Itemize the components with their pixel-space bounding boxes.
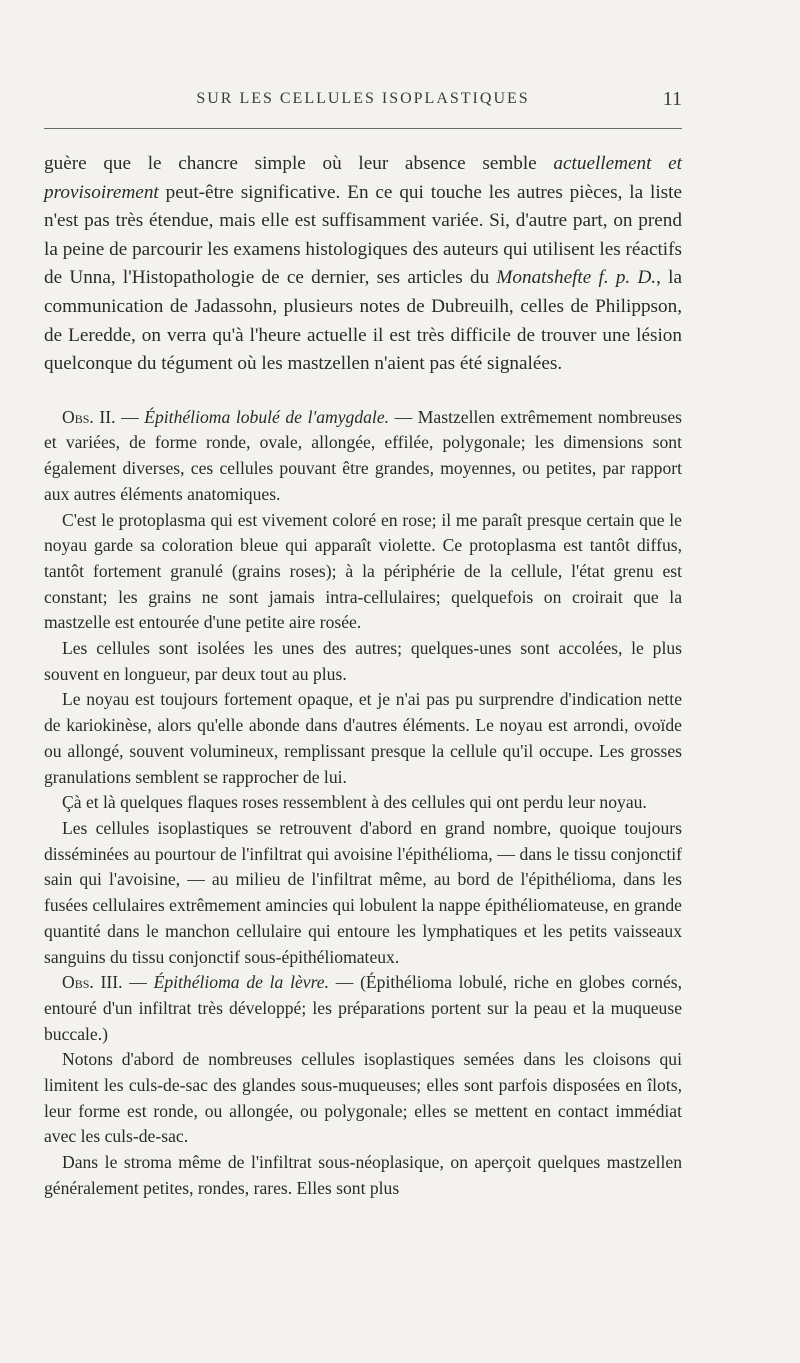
observation-title: Épithélioma de la lèvre. [153, 972, 329, 993]
paragraph-stroma: Dans le stroma même de l'infiltrat sous-néoplasique, on aperçoit quelques mastzellen généralement petites, rondes, rares. Elles sont plus [44, 1152, 682, 1198]
running-title: SUR LES CELLULES ISOPLASTIQUES [196, 90, 530, 107]
observation-3 [44, 970, 682, 1047]
paragraph-intro [44, 150, 682, 379]
observation-text: — Mastzellen extrêmement nombreuses et variées, de forme ronde, ovale, allongée, effilée, polygonale; les dimensions sont également diverses, ces cellules pouvant être grandes, moyennes, ou petites, par rapport aux autres éléments anatomiques. [44, 406, 683, 504]
observation-title: Épithélioma lobulé de l'amygdale. [144, 406, 390, 427]
header-rule [44, 128, 682, 129]
paragraph-flaques: Çà et là quelques flaques roses ressemblent à des cellules qui ont perdu leur noyau. [62, 792, 647, 813]
observation-2 [44, 405, 682, 508]
page-header [44, 90, 682, 120]
observation-label: Obs. III. [62, 972, 123, 993]
text-span: guère que le chancre simple où leur absence semble [44, 153, 554, 174]
page-number: 11 [662, 88, 682, 110]
observation-text: — (Épithélioma lobulé, riche en globes cornés, entouré d'un infiltrat très développé; les préparations portent sur la peau et la muqueuse buccale.) [44, 972, 682, 1044]
paragraph-noyau: Le noyau est toujours fortement opaque, et je n'ai pas pu surprendre d'indication nette de kariokinèse, alors qu'elle abonde dans d'autres éléments. Le noyau est arrondi, ovoïde ou allongé, souvent volumineux, remplissant presque la cellule qu'il occupe. Les grosses granulations semblent se rapprocher de lui. [44, 689, 682, 787]
text-span: , la communication de Jadassohn, plusieurs notes de Dubreuilh, celles de Philippson, de Leredde, on verra qu'à l'heure actuelle il est très difficile de trouver une lésion quelconque du tégument où les mastzellen n'aient pas été signalées. [44, 267, 682, 375]
italic-emphasis: actuellement et provisoirement [44, 153, 683, 203]
journal-title: Monatshefte f. p. D. [496, 267, 657, 289]
paragraph-notons: Notons d'abord de nombreuses cellules isoplastiques semées dans les cloisons qui limitent les culs-de-sac des glandes sous-muqueuses; elles sont parfois disposées en îlots, leur forme est ronde, ou allongée, ou polygonale; elles se mettent en contact immédiat avec les culs-de-sac. [44, 1049, 682, 1147]
text-span: peut-être significative. En ce qui touche les autres pièces, la liste n'est pas très étendue, mais elle est suffisamment variée. Si, d'autre part, on prend la peine de parcourir les examens histologiques des auteurs qui utilisent les réactifs de Unna, l'Histopathologie de ce dernier, ses articles du [44, 181, 682, 289]
dash: — [122, 972, 154, 993]
section-gap [44, 379, 682, 405]
body-text [44, 150, 682, 1202]
paragraph-cellules-isolees: Les cellules sont isolées les unes des autres; quelques-unes sont accolées, le plus souvent en longueur, par deux tout au plus. [44, 638, 682, 684]
paragraph-isoplastiques: Les cellules isoplastiques se retrouvent d'abord en grand nombre, quoique toujours disséminées au pourtour de l'infiltrat qui avoisine l'épithélioma, — dans le tissu conjonctif sain qui l'avoisine, — au milieu de l'infiltrat même, au bord de l'épithélioma, dans les fusées cellulaires extrêmement amincies qui lobulent la nappe épithéliomateuse, en grande quantité dans le manchon cellulaire qui entoure les lymphatiques et les petits vaisseaux sanguins du tissu conjonctif sous-épithéliomateux. [44, 818, 682, 967]
dash: — [115, 406, 145, 427]
observation-label: Obs. II. [62, 406, 116, 427]
paragraph-protoplasma: C'est le protoplasma qui est vivement coloré en rose; il me paraît presque certain que le noyau garde sa coloration bleue qui apparaît violette. Ce protoplasma est tantôt diffus, tantôt fortement granulé (grains roses); à la périphérie de la cellule, l'état grenu est constant; les grains ne sont jamais intra-cellulaires; quelquefois on croirait que la mastzelle est entourée d'une petite aire rosée. [44, 509, 682, 633]
